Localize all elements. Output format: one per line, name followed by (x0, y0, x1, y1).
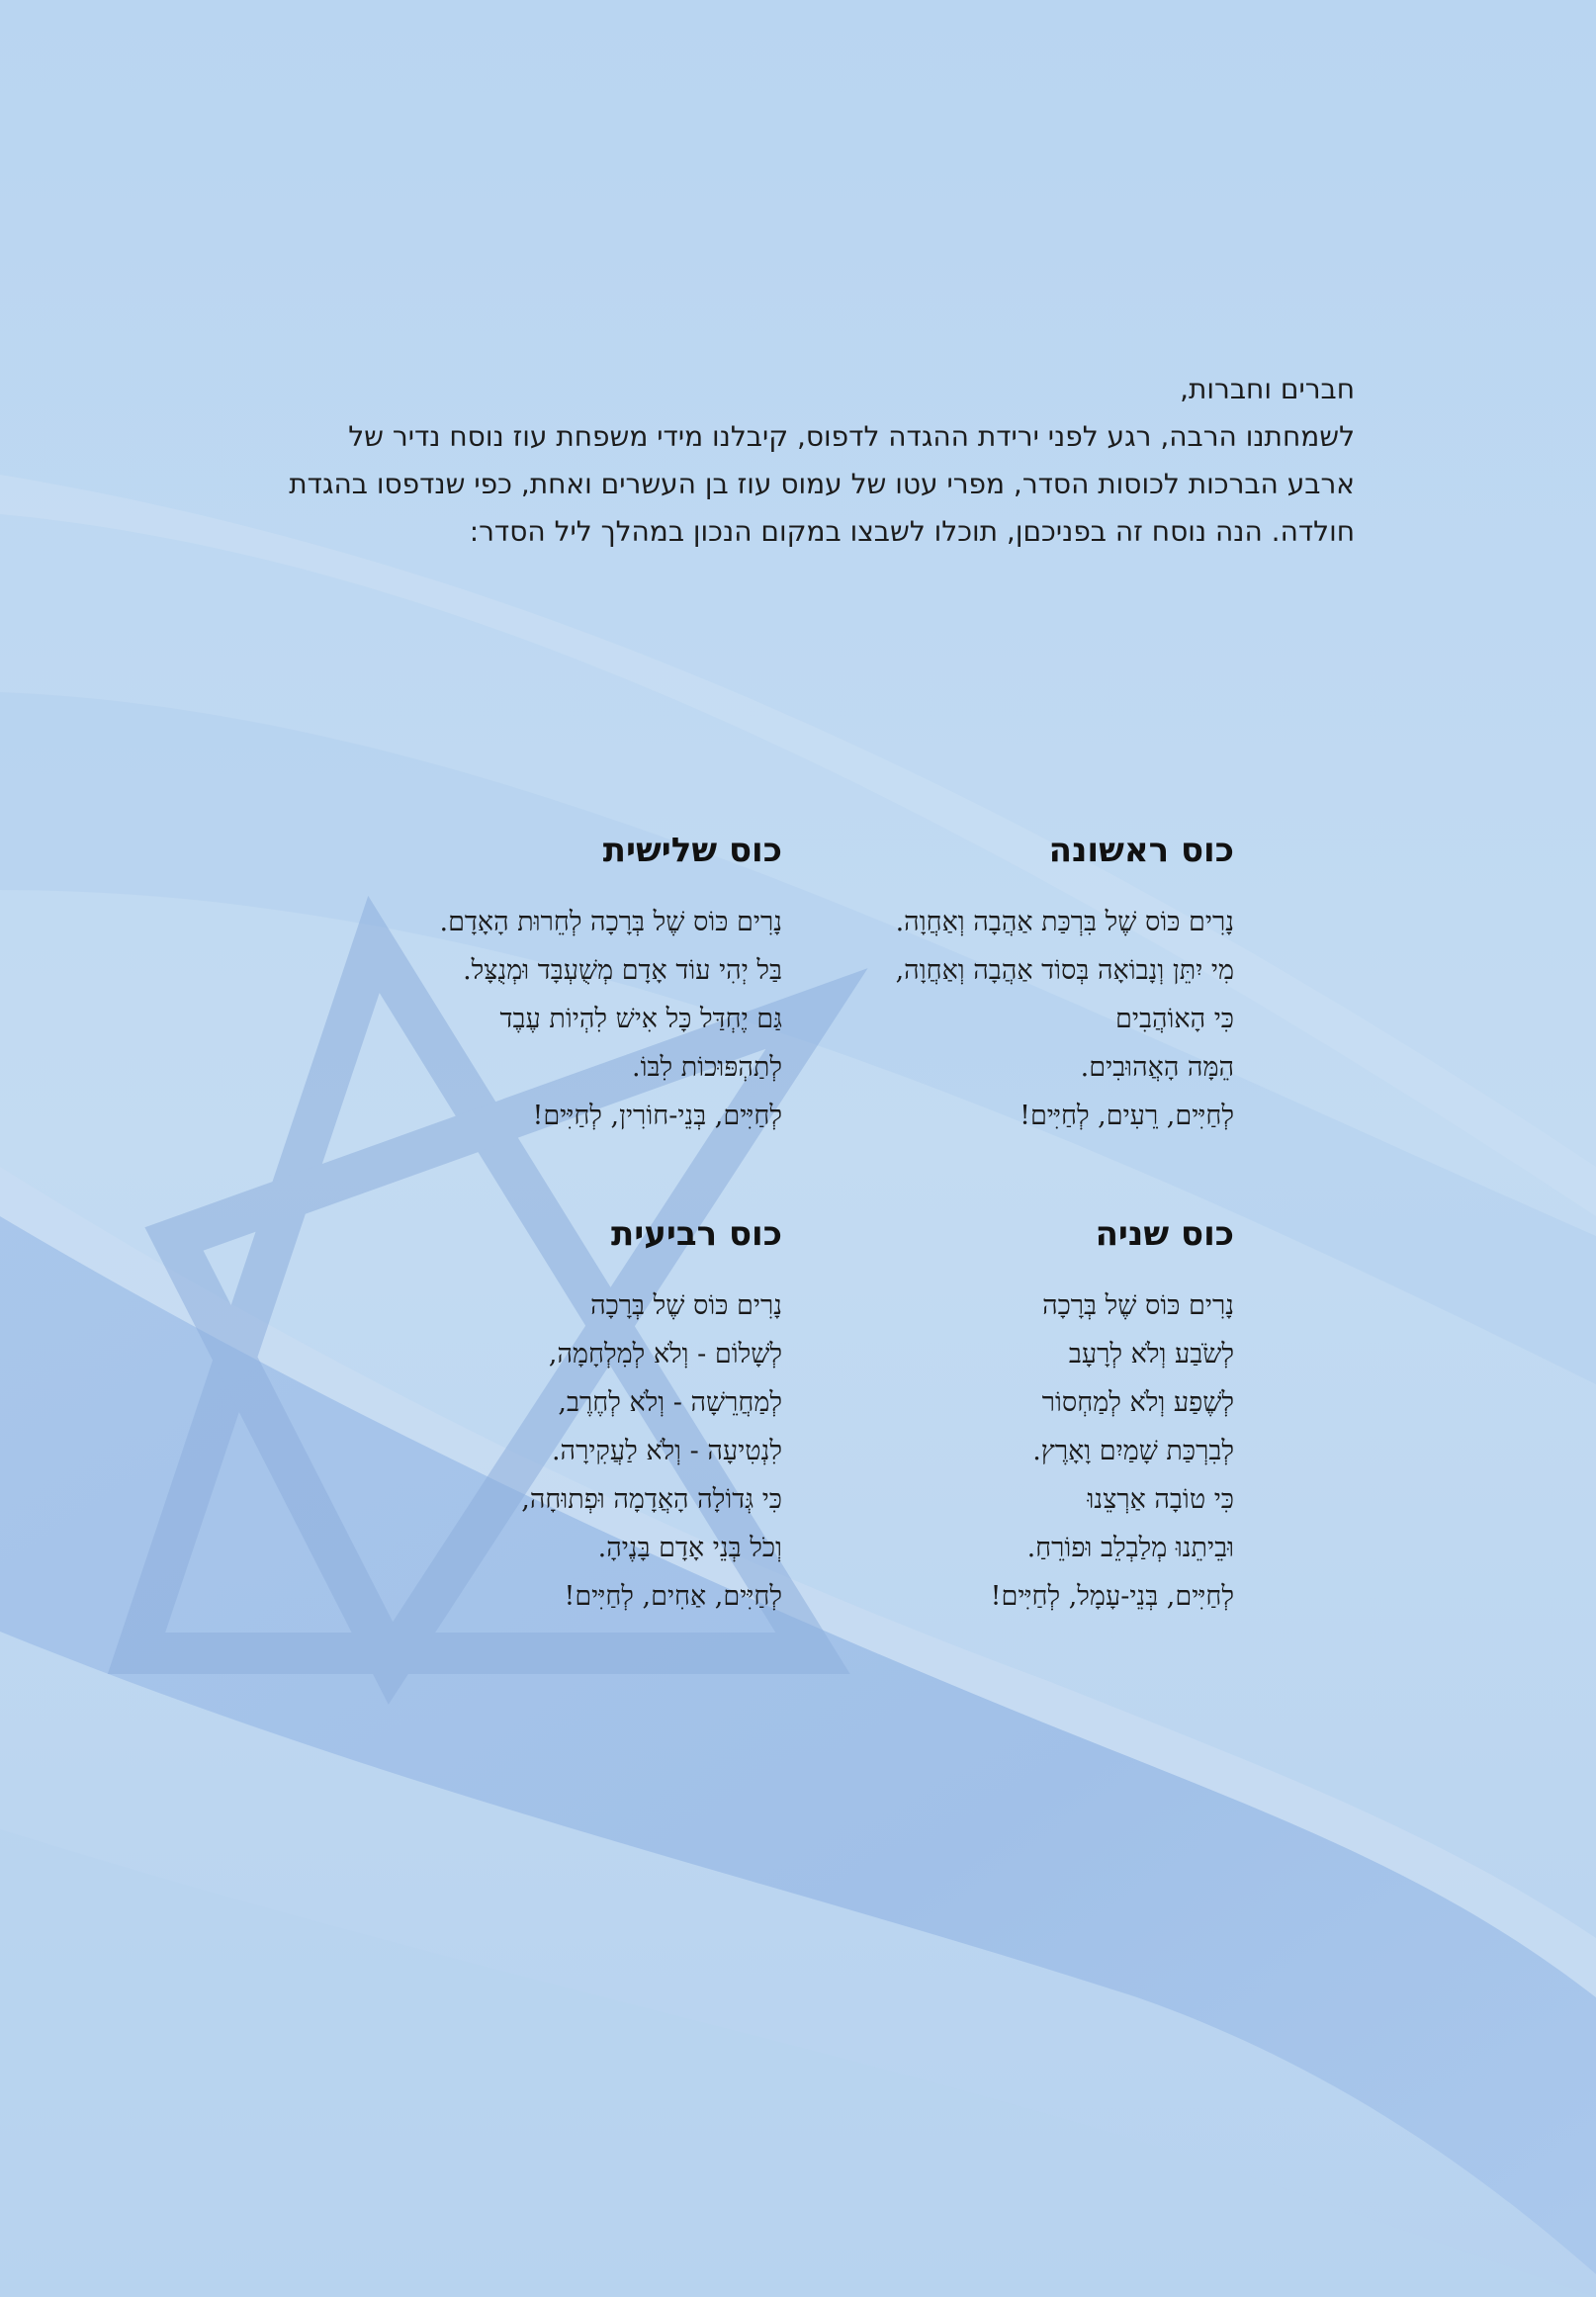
cup-first-line: כִּי הָאוֹהֲבִים (1115, 1004, 1234, 1034)
cup-first-line: לְחַיִּים, רֵעִים, לְחַיִּים! (1020, 1101, 1234, 1131)
cup-first-section (819, 829, 1234, 1140)
intro-greeting: חברים וחברות, (1180, 373, 1355, 405)
intro-line-1: לשמחתנו הרבה, רגע לפני ירידת ההגדה לדפוס, קיבלנו מידי משפחת עוז נוסח נדיר של (348, 420, 1355, 453)
cup-fourth-line: לְמַחֲרֵשָׁה - וְלֹא לְחֶרֶב, (558, 1387, 782, 1418)
cup-fourth-line: לְחַיִּים, אַחִים, לְחַיִּים! (564, 1581, 782, 1612)
cup-fourth-line: וְכֹל בְּנֵי אָדָם בָּנֶיהָ. (597, 1533, 782, 1563)
cup-third-line: בַּל יְהִי עוֹד אָדָם מְשֻׁעְבָּד וּמְנֻצָּל. (463, 955, 782, 986)
cup-fourth-line: נָרִים כּוֹס שֶׁל בְּרָכָה (590, 1290, 782, 1321)
cup-third-line: לְחַיִּים, בְּנֵי-חוֹרִין, לְחַיִּים! (532, 1101, 782, 1131)
cup-second-line: וּבֵיתֵנוּ מְלַבְלֵב וּפוֹרֵחַ. (1026, 1533, 1234, 1563)
cup-second-line: לְבִרְכַּת שָׁמַיִם וָאָרֶץ. (1032, 1436, 1234, 1466)
cup-second-line: לְחַיִּים, בְּנֵי-עָמָל, לְחַיִּים! (990, 1581, 1234, 1612)
cup-first-line: נָרִים כּוֹס שֶׁל בִּרְכַּת אַהֲבָה וְאַחֲוָה. (895, 907, 1234, 937)
cup-second-line: נָרִים כּוֹס שֶׁל בְּרָכָה (1042, 1290, 1234, 1321)
cup-second-line: לְשֹׂבַע וְלֹא לְרָעָב (1068, 1339, 1234, 1369)
cup-fourth-line: לִנְטִיעָה - וְלֹא לַעֲקִירָה. (551, 1436, 782, 1466)
cup-second-title: כוס שניה (1095, 1214, 1234, 1254)
cup-second-section (819, 1212, 1234, 1621)
cup-fourth-section (367, 1212, 782, 1621)
cup-first-line: מִי יִתֵּן וְנָבוֹאָה בְּסוֹד אַהֲבָה וְאַחֲוָה, (895, 955, 1234, 986)
intro-text (237, 366, 1355, 556)
cup-third-line: נָרִים כּוֹס שֶׁל בְּרָכָה לְחֵרוּת הָאָדָם. (439, 907, 782, 937)
cup-first-title: כוס ראשונה (1048, 831, 1234, 870)
cup-first-line: הֵמָּה הָאֲהוּבִים. (1080, 1052, 1234, 1083)
cup-second-line: לְשֶׁפַע וְלֹא לְמַחְסוֹר (1041, 1387, 1234, 1418)
intro-line-2: ארבע הברכות לכוסות הסדר, מפרי עטו של עמוס עוז בן העשרים ואחת, כפי שנדפסו בהגדת (289, 468, 1355, 500)
cup-third-line: גַּם יֶחְדַּל כָּל אִישׁ לִהְיוֹת עֶבֶד (499, 1004, 782, 1034)
cup-third-title: כוס שלישית (602, 831, 782, 870)
cup-fourth-line: לְשָׁלוֹם - וְלֹא לְמִלְחָמָה, (548, 1339, 782, 1369)
cup-second-line: כִּי טוֹבָה אַרְצֵנוּ (1087, 1484, 1234, 1515)
cup-fourth-line: כִּי גְּדוֹלָה הָאֲדָמָה וּפְתוּחָה, (521, 1484, 782, 1515)
intro-line-3: חולדה. הנה נוסח זה בפניכםן, תוכלו לשבצו במקום הנכון במהלך ליל הסדר: (469, 515, 1355, 548)
cup-fourth-title: כוס רביעית (611, 1214, 782, 1254)
cup-third-line: לְתַהְפּוּכוֹת לִבּוֹ. (632, 1052, 782, 1083)
cup-third-section (367, 829, 782, 1140)
